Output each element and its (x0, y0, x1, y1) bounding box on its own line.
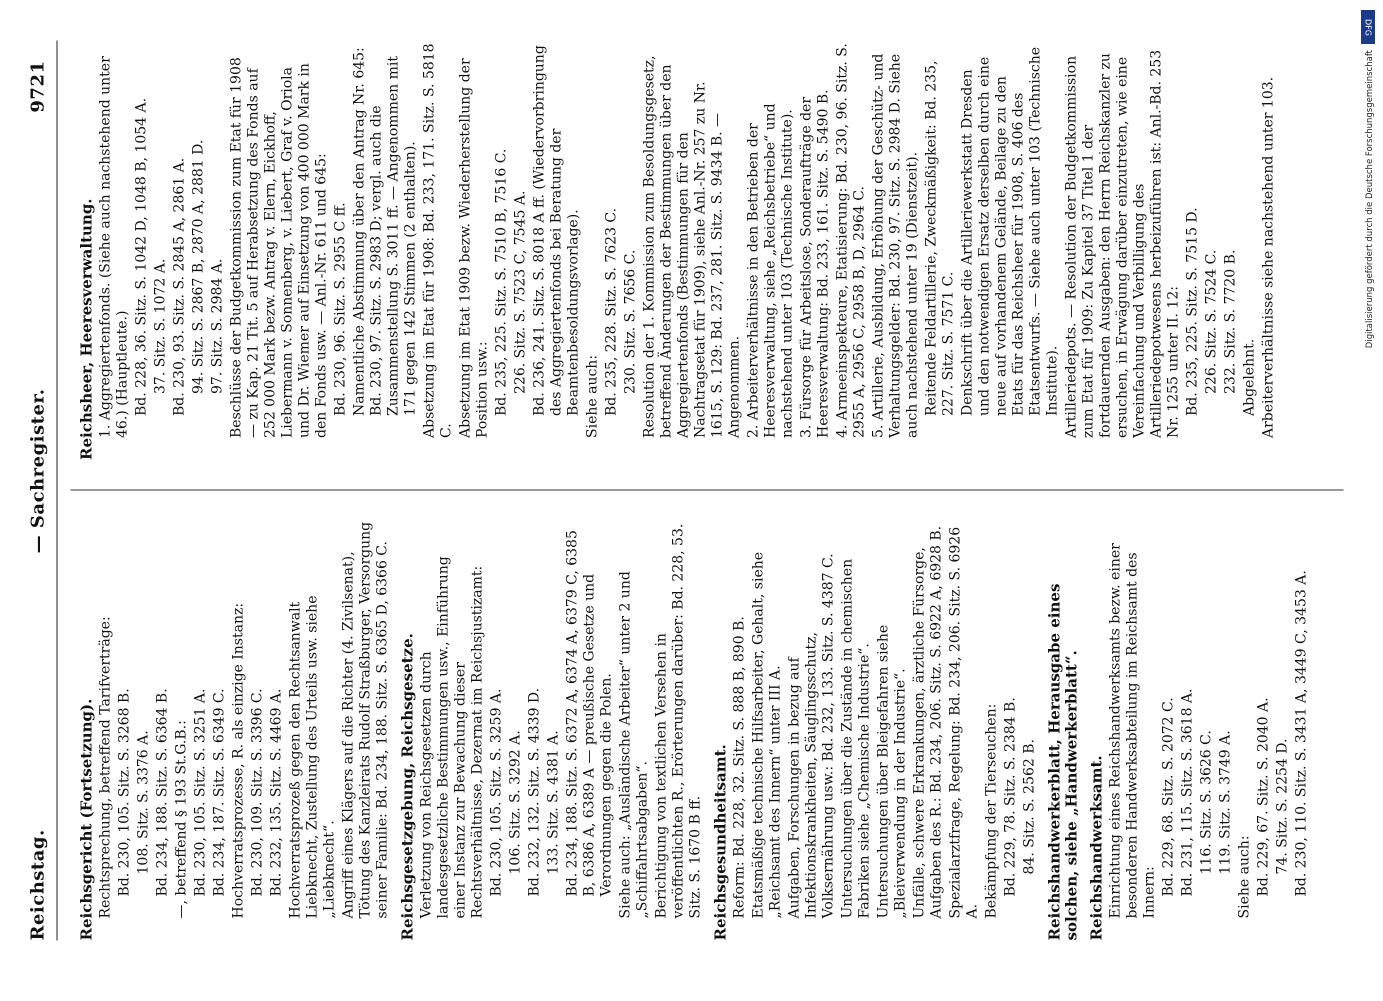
entry-line: Bd. 229, 68. Sitz. S. 2072 C. (1160, 697, 1176, 897)
entry-line: 74. Sitz. S. 2254 D. (1274, 738, 1290, 875)
digitization-note: Digitalisierung gefördert durch die Deutsche Forschungsgemeinschaft (1365, 50, 1375, 349)
entry-line: 106. Sitz. S. 3292 A. (507, 730, 523, 875)
entry-line: Angriff eines Klägers auf die Richter (4. Zivilsenat), Tötung des Kanzleirats Rudolf Straßburger, Versorgung seiner Familie: Bd. 234, 188. Sitz. S. 6365 D, 6366 C. (340, 521, 390, 919)
entry-line: Berichtigung von textlichen Versehen in veröffentlichten R., Erörterungen darüber: Bd. 228, 53. Sitz. S. 1670 B ff. (653, 523, 703, 919)
entry-line: 116. Sitz. S. 3626 C. (1198, 730, 1214, 875)
entry-line: Bd. 234, 188. Sitz. S. 6372 A, 6374 A, 6379 C, 6385 B, 6386 A, 6389 A — preußische Gesetze und Verordnungen gegen die Polen. (564, 530, 614, 897)
entry-line: 119. Sitz. S. 3749 A. (1217, 730, 1233, 875)
header-left: Reichstag. (26, 829, 48, 941)
entry-line: Bd. 234, 187. Sitz. S. 6349 C. (211, 688, 227, 897)
entry-line: 37. Sitz. S. 1072 A. (152, 258, 168, 394)
entry-heading: Reichsheer, Heeresverwaltung. (77, 198, 95, 460)
running-header (22, 61, 52, 941)
entry-line: —, betreffend § 193 St.G.B.: (173, 720, 189, 919)
entry-line: Siehe auch: (1236, 835, 1252, 919)
entry-line: 97. Sitz. S. 2984 A. (209, 258, 225, 394)
entry-heading: Reichshandwerkerblatt, Herausgabe eines solchen, siehe „Handwerkerblatt“. (1045, 583, 1080, 941)
entry-line: 2. Arbeiterverhältnisse in den Betrieben der Heeresverwaltung, siehe „Reichsbetriebe“ und nachstehend unter 103 (Technische Institute). (745, 103, 795, 438)
entry-line: 1. Aggregiertenfonds. (Siehe auch nachstehend unter 46.) (Hauptleute.) (97, 56, 130, 438)
right-column (70, 41, 1343, 461)
entry-line: Namentliche Abstimmung über den Antrag Nr. 645: Bd. 230, 97. Sitz. S. 2983 D; vergl. auch die Zusammenstellung S. 3011 ff. — Angenommen mit 171 gegen 142 Stimmen (2 enthalten). (351, 47, 418, 416)
entry-line: Beschlüsse der Budgetkommission zum Etat für 1908 — zu Kap. 21 Tit. 5 auf Herabsetzung des Fonds auf 252 000 Mark bezw. Antrag v. Elern, Eickhoff, Liebermann v. Sonnenberg, v. Liebert, Graf v. Oriola und Dr. Wiemer auf Einsetzung von 400 000 Mark in den Fonds usw. — Anl.-Nr. 611 und 645: (228, 57, 329, 438)
entry-line: Untersuchungen über die Zustände in chemischen Fabriken siehe „Chemische Industrie“. (839, 558, 872, 919)
entry-line: Artilleriedepots. — Resolution der Budgetkommission zum Etat für 1909: Zu Kapitel 37 Titel 1 der fortdauernden Ausgaben: den Herrn Reichskanzler zu ersuchen, in Erwägung darüber einzutreten, wie eine Vereinfachung und Verbilligung des Artilleriedepotwesens herbeizuführen ist: Anl.-Bd. 253 Nr. 1255 unter II. 12: (1063, 49, 1181, 438)
entry-line: 230. Sitz. S. 7656 C. (622, 249, 638, 394)
entry-line: Etatsmäßige technische Hilfsarbeiter, Gehalt, siehe „Reichsamt des Innern“ unter III A. (750, 551, 783, 919)
entry-line: Absetzung im Etat für 1908: Bd. 233, 171. Sitz. S. 5818 C. (421, 43, 454, 438)
entry-line: Resolution der 1. Kommission zum Besoldungsgesetz, betreffend Änderungen der Bestimmungen über den Aggregiertenfonds (Bestimmungen für den Nachtragsetat für 1909), siehe Anl.-Nr. 257 zu Nr. 1615, S. 129: Bd. 237, 281. Sitz. S. 9434 B. — Angenommen. (641, 55, 742, 438)
entry-line: 232. Sitz. S. 7720 B. (1222, 249, 1238, 394)
entry-line: Bd. 230, 109. Sitz. S. 3396 C. (249, 688, 265, 897)
entry-line: Bd. 232, 132. Sitz. S. 4339 D. (526, 687, 542, 897)
entry-line: Verletzung von Reichsgesetzen durch landesgesetzliche Bestimmungen usw., Einführung einer Instanz zur Bewachung dieser Rechtsverhältnisse, Dezernat im Reichsjustizamt: (418, 556, 485, 919)
column-divider (70, 490, 1343, 491)
entry-line: Siehe auch: „Ausländische Arbeiter“ unter 2 und „Schiffahrtsabgaben“. (617, 571, 650, 919)
entry-line: Bd. 236, 241. Sitz. S. 8018 A ff. (Wiedervorbringung des Aggregiertenfonds bei Beratung der Beamtenbesoldungsvorlage). (531, 45, 581, 416)
entry-line: Bekämpfung der Tierseuchen: (983, 703, 999, 919)
entry-line: Bd. 230, 105. Sitz. S. 3251 A. (192, 688, 208, 897)
entry-line: Reform: Bd. 228, 32. Sitz. S. 888 B, 890 B. (731, 616, 747, 919)
entry-line: Aufgaben, Forschungen in bezug auf Infektionskrankheiten, Säuglingsschutz, Volksernährung usw.: Bd. 232, 133. Sitz. S. 4387 C. (786, 553, 836, 919)
header-center: — Sachregister. (26, 388, 48, 554)
entry-line: 226. Sitz. S. 7523 C, 7545 A. (512, 190, 528, 394)
entry-line: Bd. 230, 105. Sitz. S. 3268 B. (116, 688, 132, 897)
entry-line: Bd. 228, 36. Sitz. S. 1042 D, 1048 B, 1054 A. (133, 97, 149, 416)
dfg-logo: DFG (1361, 10, 1375, 44)
left-column (70, 521, 1343, 941)
entry-line: 94. Sitz. S. 2867 B, 2870 A, 2881 D. (190, 139, 206, 394)
entry-heading: Reichshandwerksamt. (1087, 755, 1105, 941)
entry-line: Reitende Feldartillerie, Zweckmäßigkeit: Bd. 235, 227. Sitz. S. 7571 C. (923, 60, 956, 416)
entry-line: Rechtsprechung, betreffend Tarifverträge: (97, 616, 113, 919)
entry-line: 3. Fürsorge für Arbeitslose, Sonderaufträge der Heeresverwaltung: Bd. 233, 161. Sitz. S. 5490 B. (798, 89, 831, 438)
entry-line: Unfälle, schwere Erkrankungen, ärztliche Fürsorge, Aufgaben des R.: Bd. 234, 206. Sitz. S. 6922 A, 6928 B. (911, 525, 944, 919)
entry-line: Bd. 229, 78. Sitz. S. 2384 B. (1002, 697, 1018, 897)
entry-line: 108. Sitz. S. 3376 A. (135, 730, 151, 875)
entry-line: Bd. 235, 225. Sitz. S. 7510 B, 7516 C. (493, 148, 509, 416)
entry-line: Denkschrift über die Artilleriewerkstatt Dresden und den notwendigen Ersatz derselben durch eine neue auf vorhandenem Gelände, Beilage zu den Etats für das Reichsheer für 1908, S. 406 des Etatsentwurfs. — Siehe auch unter 103 (Technische Institute). (959, 46, 1060, 416)
page-number: 9721 (26, 60, 48, 113)
entry-line: Bd. 235, 228. Sitz. S. 7623 C. (603, 207, 619, 416)
entry-line: Hochverratsprozeß gegen den Rechtsanwalt Liebknecht, Zustellung des Urteils usw. siehe „Liebknecht“. (287, 595, 337, 919)
entry-line: Bd. 230, 110. Sitz. S. 3431 A, 3449 C, 3453 A. (1293, 570, 1309, 897)
entry-line: 5. Artillerie, Ausbildung, Erhöhung der Geschütz- und Verhaltungsgelder: Bd. 230, 97. Sitz. S. 2984 D. Siehe auch nachstehend unter 19 (Dienstzeit). (870, 53, 920, 438)
entry-heading: Reichsgericht (Fortsetzung). (77, 698, 95, 941)
columns (70, 41, 1343, 941)
entry-line: 133. Sitz. S. 4381 A. (545, 730, 561, 875)
entry-line: Bd. 234, 188. Sitz. S. 6364 B. (154, 688, 170, 897)
entry-line: 226. Sitz. S. 7524 C. (1203, 249, 1219, 394)
entry-line: 4. Armeeinspekteure, Etatisierung: Bd. 230, 96. Sitz. S. 2955 A, 2956 C, 2958 B, D, 2964 C. (834, 43, 867, 438)
entry-line: Bd. 230, 96. Sitz. S. 2955 C ff. (332, 202, 348, 416)
entry-line: Hochverratsprozesse, R. als einzige Instanz: (230, 602, 246, 919)
entry-line: Bd. 232, 135. Sitz. S. 4469 A. (268, 688, 284, 897)
header-rule (56, 41, 57, 941)
entry-line: Spezialarztfrage, Regelung: Bd. 234, 206. Sitz. S. 6926 A. (947, 526, 980, 919)
entry-line: 84. Sitz. S. 2562 B. (1021, 739, 1037, 875)
entry-line: Bd. 235, 225. Sitz. S. 7515 D. (1184, 207, 1200, 416)
entry-line: Bd. 231, 115. Sitz. S. 3618 A. (1179, 688, 1195, 897)
entry-line: Bd. 230, 105. Sitz. S. 3259 A. (488, 688, 504, 897)
entry-line: Siehe auch: (584, 354, 600, 438)
entry-line: Bd. 230, 93. Sitz. S. 2845 A, 2861 A. (171, 157, 187, 416)
entry-line: Arbeiterverhältnisse siehe nachstehend unter 103. (1260, 76, 1276, 438)
entry-line: Absetzung im Etat 1909 bezw. Wiederherstellung der Position usw.: (457, 58, 490, 438)
entry-line: Abgelehnt. (1241, 338, 1257, 416)
entry-line: Untersuchungen über Bleigefahren siehe „Bleiverwendung in der Industrie“. (875, 624, 908, 919)
rotated-page (0, 1, 1383, 1001)
entry-line: Einrichtung eines Reichshandwerksamts bezw. einer besonderen Handwerksabteilung im Reichsamt des Innern: (1107, 543, 1157, 919)
entry-heading: Reichsgesundheitsamt. (711, 744, 729, 941)
entry-heading: Reichsgesetzgebung, Reichsgesetze. (398, 633, 416, 941)
entry-line: Bd. 229, 67. Sitz. S. 2040 A. (1255, 697, 1271, 897)
